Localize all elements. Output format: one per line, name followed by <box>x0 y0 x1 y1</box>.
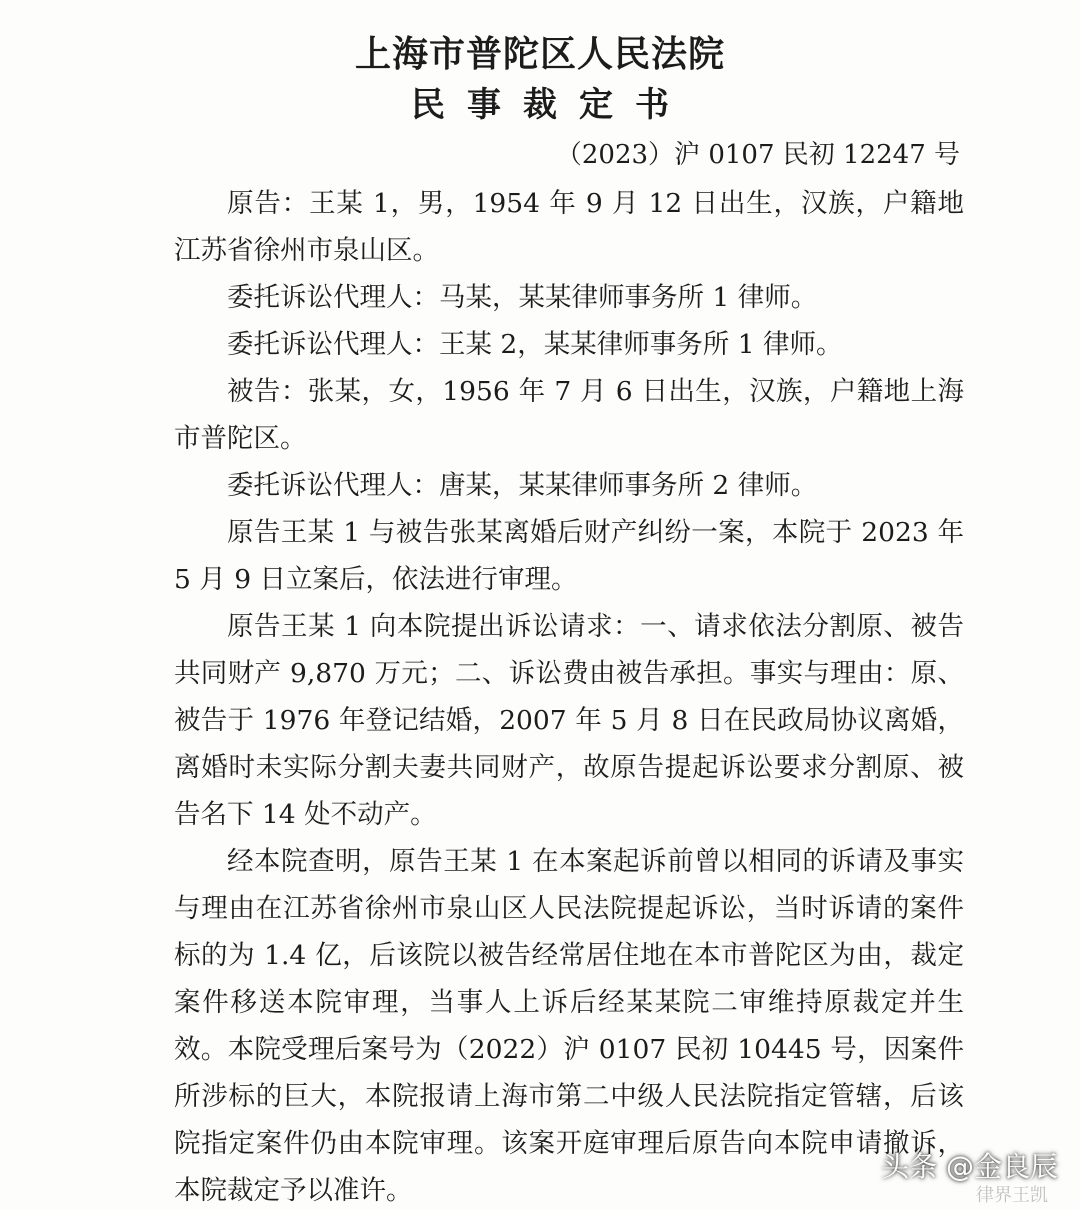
document-type: 民事裁定书 <box>411 85 691 125</box>
paragraph-defendant-agent: 委托诉讼代理人：唐某，某某律师事务所 2 律师。 <box>227 470 818 501</box>
paragraph-findings: 经本院查明，原告王某 1 在本案起诉前曾以相同的诉请及事实与理由在江苏省徐州市泉山区人民法院提起诉讼，当时诉请的案件标的为 1.4 亿，后该院以被告经常居住地在本市普陀区为由，裁定案件移送本院审理，当事人上诉后经某某院二审维持原裁定并生效。本院受理后案号为（2022）沪 0107 民初 10445 号，因案件所涉标的巨大，本院报请上海市第二中级人民法院指定管辖，后该院指定案件仍由本院审理。该案开庭审理后原告向本院申请撤诉，本院裁定予以准许。 <box>174 846 964 1206</box>
court-name: 上海市普陀区人民法院 <box>354 33 725 75</box>
document-body <box>174 180 964 1209</box>
paragraph-claims: 原告王某 1 向本院提出诉讼请求：一、请求依法分割原、被告共同财产 9,870 万元；二、诉讼费由被告承担。事实与理由：原、被告于 1976 年登记结婚，2007 年 5 月 8 日在民政局协议离婚，离婚时未实际分割夫妻共同财产，故原告提起诉讼要求分割原、被告名下 14 处不动产。 <box>174 611 964 830</box>
case-number: （2023）沪 0107 民初 12247 号 <box>555 140 960 170</box>
watermark-text: 头条 @金良辰 <box>881 1150 1058 1183</box>
watermark <box>881 1145 1058 1206</box>
watermark-faint-text: 律界王凯 <box>976 1185 1048 1206</box>
paragraph-defendant: 被告：张某，女，1956 年 7 月 6 日出生，汉族，户籍地上海市普陀区。 <box>174 376 964 454</box>
paragraph-plaintiff: 原告：王某 1，男，1954 年 9 月 12 日出生，汉族，户籍地江苏省徐州市泉山区。 <box>174 188 964 266</box>
paragraph-plaintiff-agent-1: 委托诉讼代理人：马某，某某律师事务所 1 律师。 <box>227 282 818 313</box>
paragraph-case-filing: 原告王某 1 与被告张某离婚后财产纠纷一案，本院于 2023 年 5 月 9 日立案后，依法进行审理。 <box>174 517 964 595</box>
paragraph-plaintiff-agent-2: 委托诉讼代理人：王某 2，某某律师事务所 1 律师。 <box>227 329 843 360</box>
